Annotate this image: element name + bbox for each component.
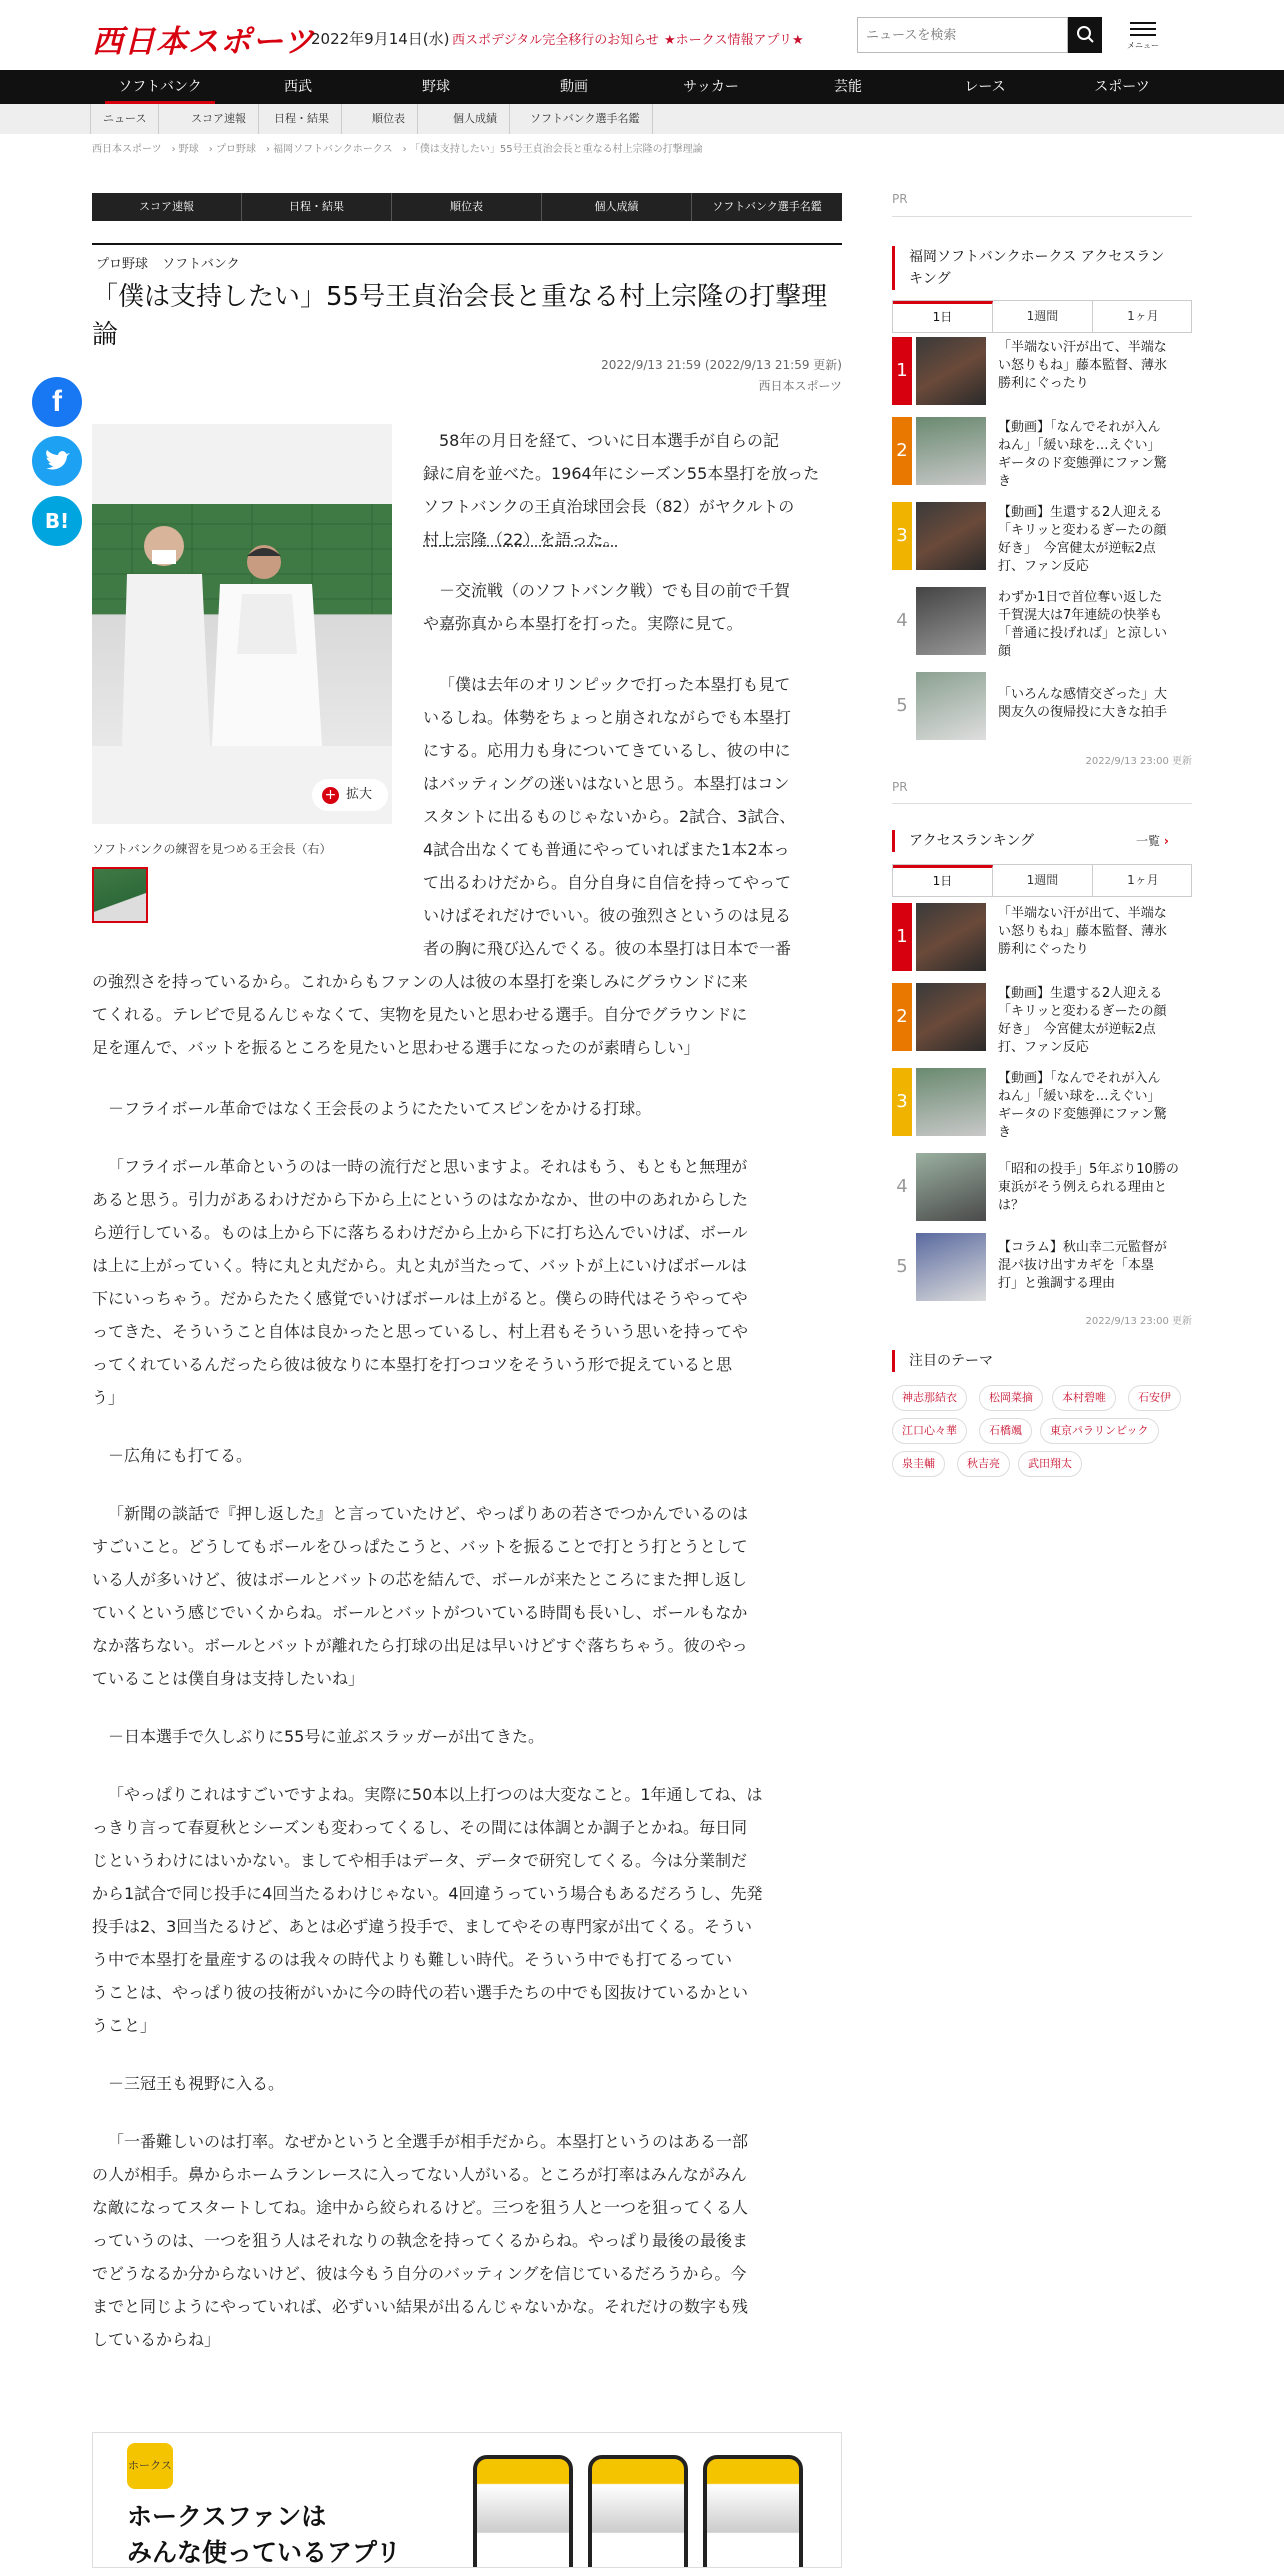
article-photo[interactable] (92, 504, 392, 746)
ranking-headline: 「いろんな感情交ざった」大 関友久の復帰投に大きな拍手 (998, 687, 1168, 720)
hawks-app-link[interactable]: ★ホークス情報アプリ★ (664, 33, 804, 48)
ranking-thumbnail (916, 1233, 986, 1301)
ranking-tabs (892, 300, 1192, 333)
theme-tag[interactable]: 本村碧唯 (1052, 1385, 1116, 1411)
category-link[interactable]: プロ野球 (96, 257, 149, 272)
ranking-thumbnail (916, 417, 986, 485)
theme-tag[interactable]: 武田翔太 (1018, 1451, 1082, 1477)
article-source: 西日本スポーツ (758, 379, 842, 393)
subnav-roster[interactable]: ソフトバンク選手名鑑 (518, 104, 653, 134)
ranking-headline: 【動画】「なんでそれが入ん ねん」「緩い球を…えぐい」 ギータのド変態弾にファン驚 き (998, 1071, 1167, 1140)
ranking-item[interactable] (892, 1233, 1192, 1309)
menu-button[interactable] (1125, 18, 1161, 58)
ranking-thumbnail (916, 903, 986, 971)
theme-tag[interactable]: 石安伊 (1128, 1385, 1181, 1411)
ranking-thumbnail (916, 502, 986, 570)
breadcrumb-item[interactable]: プロ野球 (215, 144, 256, 155)
rank-number: 1 (892, 903, 912, 971)
ranking-thumbnail (916, 983, 986, 1051)
theme-tag[interactable]: 松岡菜摘 (979, 1385, 1043, 1411)
ranking-thumbnail (916, 337, 986, 405)
article-tabbar (92, 193, 842, 221)
theme-tag[interactable]: 泉圭輔 (892, 1451, 945, 1477)
nav-item-baseball[interactable]: 野球 (422, 79, 450, 95)
chevron-right-icon: › (1163, 834, 1169, 848)
breadcrumb: 西日本スポーツ › 野球 › プロ野球 › 福岡ソフトバンクホークス › 「僕は支持したい」55号王貞治会長と重なる村上宗隆の打撃理論 (92, 144, 703, 155)
theme-tag[interactable]: 東京パラリンピック (1040, 1418, 1159, 1444)
ranking-headline: 【動画】「なんでそれが入ん ねん」「緩い球を…えぐい」 ギータのド変態弾にファン驚 き (998, 420, 1167, 489)
ranking-headline: わずか1日で首位奪い返した 千賀滉大は7年連続の快挙も 「普通に投げれば」と涼しい 顔 (998, 590, 1168, 659)
ranking-item[interactable] (892, 417, 1192, 493)
phone-screenshot (588, 2455, 688, 2568)
rank-number: 3 (892, 1068, 912, 1136)
search-button[interactable] (1068, 17, 1102, 53)
article-title: 「僕は支持したい」55号王貞治会長と重なる村上宗隆の打撃理論 (92, 282, 828, 350)
phone-screenshot (703, 2455, 803, 2568)
themes-title: 注目のテーマ (892, 1350, 993, 1372)
subnav-news[interactable]: ニュース (90, 104, 159, 134)
rank-number: 5 (892, 1233, 912, 1301)
facebook-icon: f (52, 385, 62, 418)
theme-tag[interactable]: 江口心々華 (892, 1418, 967, 1444)
photo-illustration (92, 504, 392, 746)
nav-item-soccer[interactable]: サッカー (683, 79, 739, 95)
article-paragraph: の強烈さを持っているから。これからもファンの人は彼の本塁打を楽しみにグラウンドに来 てくれる。テレビで見るんじゃなくて、実物を見たいと思わせる選手。自分でグラウンドに 足を運んで、バットを振るところを見たいと思わせる選手になったのが素晴らしい」 (92, 972, 748, 1057)
app-banner[interactable] (92, 2432, 842, 2568)
divider (892, 803, 1192, 804)
access-ranking-title: アクセスランキング (892, 830, 1034, 852)
search-icon (1068, 17, 1102, 53)
twitter-bird-icon (32, 436, 82, 486)
rank-number: 4 (892, 587, 912, 655)
facebook-share-button[interactable] (32, 377, 82, 427)
article-paragraph: 「一番難しいのは打率。なぜかというと全選手が相手だから。本塁打というのはある一部 の人が相手。鼻からホームランレースに入ってない人がいる。ところが打率はみんながみん な敵になってスタートしてね。途中から絞られるけど。三つを狙う人と一つを狙ってくる人 っていうのは、一つを狙う人はそれなりの執念を持ってくるからね。やっぱり最後の最後ま でどうなるか分からないけど、彼は今もう自分のバッティングを信じているだろうから。今 までと同じようにやっていれば、必ずいい結果が出るんじゃないかな。それだけの数字も残 しているからね」 (92, 2132, 749, 2349)
zoom-button[interactable] (312, 779, 388, 811)
site-logo[interactable]: 西日本スポーツ (92, 24, 315, 60)
ranking-item[interactable] (892, 672, 1192, 748)
tab-score[interactable]: スコア速報 (92, 193, 242, 221)
nav-item-softbank[interactable]: ソフトバンク (105, 70, 215, 104)
ranking-tab-month[interactable]: 1ヶ月 (1127, 873, 1159, 887)
site-header (0, 0, 1284, 70)
main-nav (0, 70, 1284, 104)
rank-number: 4 (892, 1153, 912, 1221)
ranking-item[interactable] (892, 587, 1192, 663)
category-link[interactable]: ソフトバンク (162, 257, 240, 272)
rank-number: 1 (892, 337, 912, 405)
subnav-standings[interactable]: 順位表 (360, 104, 418, 134)
ranking-headline: 「半端ない汗が出て、半端な い怒りもね」藤本監督、薄氷 勝利にぐったり (998, 340, 1168, 391)
ranking-headline: 【動画】生還する2人迎える 「キリッと変わるぎーたの顔 好き」 今宮健太が逆転2点 打、ファン反応 (998, 986, 1167, 1055)
ranking-tab-week[interactable]: 1週間 (993, 301, 1093, 332)
ranking-item[interactable] (892, 502, 1192, 578)
sub-nav (0, 104, 1284, 134)
ranking-thumbnail (916, 672, 986, 740)
article-categories (92, 243, 842, 272)
ranking-item[interactable] (892, 983, 1192, 1059)
tab-standings[interactable]: 順位表 (392, 193, 542, 221)
ranking-tab-day[interactable]: 1日 (893, 301, 993, 332)
tab-schedule[interactable]: 日程・結果 (242, 193, 392, 221)
theme-tag[interactable]: 石橋颯 (979, 1418, 1032, 1444)
ranking-thumbnail (916, 1153, 986, 1221)
article-question: －日本選手で久しぶりに55号に並ぶスラッガーが出てきた。 (108, 1727, 545, 1746)
ranking-tab-month[interactable]: 1ヶ月 (1127, 309, 1159, 323)
rank-number: 5 (892, 672, 912, 740)
nav-item-entertainment[interactable]: 芸能 (834, 79, 862, 95)
hatena-bookmark-button[interactable] (32, 496, 82, 546)
ranking-item[interactable] (892, 903, 1192, 979)
breadcrumb-item[interactable]: 野球 (178, 144, 199, 155)
menu-label: メニュー (1127, 41, 1159, 50)
subnav-score[interactable]: スコア速報 (179, 104, 259, 134)
ranking-item[interactable] (892, 1153, 1192, 1229)
article-paragraph: 「フライボール革命というのは一時の流行だと思いますよ。それはもう、もともと無理が あると思う。引力があるわけだから下から上にというのはなかなか、世の中のあれからした ら逆行している。ものは上から下に落ちるわけだから上から下に打ち込んでいけば、ボール は上に上がっていく。特に丸と丸だから。丸と丸が当たって、バットが上にいけばボールは 下にいっちゃう。だからたたく感覚でいけばボールは上がると。僕らの時代はそうやってや ってきた、そういうこと自体は良かったと思っているし、村上君もそういう思いを持ってや ってくれているんだったら彼は彼なりに本塁打を打つコツをそういう形で捉えていると思 う」 (92, 1157, 749, 1407)
tab-roster[interactable]: ソフトバンク選手名鑑 (712, 200, 822, 213)
ranking-updated: 2022/9/13 23:00 更新 (1085, 756, 1192, 767)
article-paragraph: 「やっぱりこれはすごいですよね。実際に50本以上打つのは大変なこと。1年通してね、は っきり言って春夏秋とシーズンも変わってくるし、その間には体調とか調子とかね。毎日同 じというわけにはいかない。ましてや相手はデータ、データで研究してくる。今は分業制だ から1試合で同じ投手に4回当たるわけじゃない。4回違うっていう場合もあるだろうし、先発 投手は2、3回当たるけど、あとは必ず違う投手で、ましてやその専門家が出てくる。そうい う中で本塁打を量産するのは我々の時代よりも難しい時代。そういう中でも打てるってい うことは、やっぱり彼の技術がいかに今の時代の若い選手たちの中でも図抜けているかとい うこと」 (92, 1785, 763, 2035)
photo-caption: ソフトバンクの練習を見つめる王会長（右） (92, 842, 332, 856)
breadcrumb-item[interactable]: 福岡ソフトバンクホークス (273, 144, 393, 155)
article-question: －広角にも打てる。 (108, 1446, 253, 1465)
ranking-thumbnail (916, 1068, 986, 1136)
twitter-share-button[interactable] (32, 436, 82, 486)
article-paragraph: 「僕は去年のオリンピックで打った本塁打も見て いるしね。体勢をちょっと崩されながらでも本塁打 にする。応用力も身についてきているし、彼の中に はバッティングの迷いはないと思う。本塁打はコン スタントに出るものじゃないから。2試合、3試合、 4試合出なくても普通にやっていればまた1本2本っ て出るわけだから。自分自身に自信を持ってやって いけばそれだけでいい。彼の強烈さというのは見る 者の胸に飛び込んでくる。彼の本塁打は日本で一番 (423, 675, 796, 958)
rank-number: 2 (892, 983, 912, 1051)
ranking-tab-day[interactable]: 1日 (893, 865, 993, 896)
theme-tag[interactable]: 秋吉亮 (957, 1451, 1010, 1477)
ranking-tabs (892, 864, 1192, 897)
article-question: －三冠王も視野に入る。 (108, 2074, 285, 2093)
ranking-headline: 【コラム】秋山幸二元監督が 混パ抜け出すカギを「本塁 打」と強調する理由 (998, 1240, 1167, 1291)
divider (892, 216, 1192, 217)
pr-label: PR (892, 780, 908, 794)
photo-thumbnail[interactable] (92, 867, 148, 923)
zoom-label: 拡大 (346, 787, 373, 802)
pr-label: PR (892, 192, 908, 206)
ranking-updated: 2022/9/13 23:00 更新 (1085, 1316, 1192, 1327)
ranking-headline: 「昭和の投手」5年ぶり10勝の 東浜がそう例えられる理由と は？ (998, 1162, 1179, 1213)
theme-tag[interactable]: 神志那結衣 (892, 1385, 967, 1411)
header-date: 2022年9月14日(水) (311, 30, 450, 48)
article-paragraph: －交流戦（のソフトバンク戦）でも目の前で千賀 や嘉弥真から本塁打を打った。実際に見て。 (423, 581, 791, 633)
photo-container (92, 424, 392, 824)
breadcrumb-item[interactable]: 西日本スポーツ (92, 144, 162, 155)
hatena-icon: B! (44, 509, 70, 533)
rank-number: 3 (892, 502, 912, 570)
breadcrumb-current: 「僕は支持したい」55号王貞治会長と重なる村上宗隆の打撃理論 (409, 144, 703, 155)
ranking-more-link[interactable]: 一覧 › (1136, 834, 1169, 848)
nav-item-video[interactable]: 動画 (560, 79, 588, 95)
app-icon: ホークス (127, 2443, 173, 2489)
article-question: －フライボール革命ではなく王会長のようにたたいてスピンをかける打球。 (108, 1099, 652, 1118)
subnav-stats[interactable]: 個人成績 (441, 104, 510, 134)
hamburger-icon (1130, 22, 1156, 24)
plus-icon: + (322, 787, 339, 804)
nav-item-race[interactable]: レース (964, 79, 1006, 95)
article-paragraph: 「新聞の談話で『押し返した』と言っていたけど、やっぱりあの若さでつかんでいるのは すごいこと。どうしてもボールをひっぱたこうと、バットを振ることで打とう打とうとして いる人が多いけど、彼はボールとバットの芯を結んで、ボールが来たところにまた押し返し ていくという感じでいくからね。ボールとバットがついている時間も長いし、ボールもなか なか落ちない。ボールとバットが離れたら打球の出足は早いけどすぐ落ちちゃう。彼のやっ ていることは僕自身は支持したいね」 (92, 1504, 749, 1688)
rank-number: 2 (892, 417, 912, 485)
nav-item-sports[interactable]: スポーツ (1094, 79, 1150, 95)
hawks-ranking-title: 福岡ソフトバンクホークス アクセスラン キング (892, 246, 1164, 290)
search-input[interactable] (857, 17, 1068, 53)
ranking-item[interactable] (892, 337, 1192, 413)
ranking-tab-week[interactable]: 1週間 (993, 865, 1093, 896)
phone-screenshot (473, 2455, 573, 2568)
ranking-thumbnail (916, 587, 986, 655)
ranking-headline: 「半端ない汗が出て、半端な い怒りもね」藤本監督、薄氷 勝利にぐったり (998, 906, 1168, 957)
nav-item-seibu[interactable]: 西武 (284, 79, 312, 95)
article-paragraph: 58年の月日を経て、ついに日本選手が自らの記 録に肩を並べた。1964年にシーズン55本塁打を放った ソフトバンクの王貞治球団会長（82）がヤクルトの 村上宗隆（22）を語った。 (423, 431, 820, 549)
tab-stats[interactable]: 個人成績 (542, 193, 692, 221)
article-date: 2022/9/13 21:59 (2022/9/13 21:59 更新) (601, 358, 842, 372)
app-banner-text: ホークスファンは みんな使っているアプリ (127, 2502, 402, 2567)
digital-notice-link[interactable]: 西スポデジタル完全移行のお知らせ (452, 33, 659, 48)
ranking-item[interactable] (892, 1068, 1192, 1144)
ranking-headline: 【動画】生還する2人迎える 「キリッと変わるぎーたの顔 好き」 今宮健太が逆転2点 打、ファン反応 (998, 505, 1167, 574)
subnav-schedule[interactable]: 日程・結果 (262, 104, 342, 134)
